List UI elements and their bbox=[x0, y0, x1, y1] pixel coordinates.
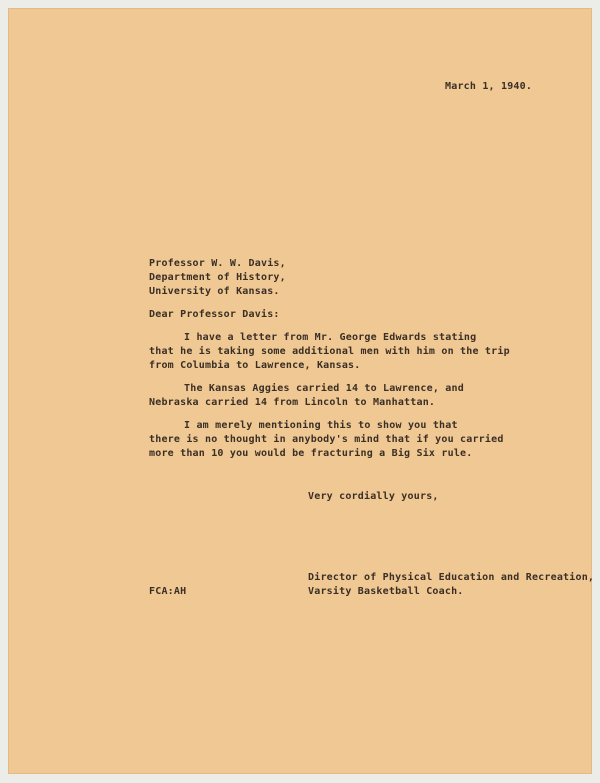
recipient-name: Professor W. W. Davis, bbox=[149, 258, 286, 269]
reference-initials: FCA:AH bbox=[149, 586, 187, 597]
recipient-department: Department of History, bbox=[149, 272, 286, 283]
signature-title-line-1: Director of Physical Education and Recreation, bbox=[308, 572, 595, 583]
letter-page bbox=[8, 8, 595, 774]
paragraph-1-line-2: that he is taking some additional men with him on the trip bbox=[149, 346, 510, 357]
paragraph-2-line-1: The Kansas Aggies carried 14 to Lawrence, and bbox=[184, 383, 464, 394]
paragraph-3-line-2: there is no thought in anybody's mind that if you carried bbox=[149, 434, 504, 445]
paragraph-3-line-1: I am merely mentioning this to show you that bbox=[184, 420, 458, 431]
paragraph-3-line-3: more than 10 you would be fracturing a Big Six rule. bbox=[149, 448, 473, 459]
recipient-institution: University of Kansas. bbox=[149, 286, 280, 297]
letter-date: March 1, 1940. bbox=[445, 81, 533, 92]
salutation: Dear Professor Davis: bbox=[149, 309, 280, 320]
paragraph-1-line-1: I have a letter from Mr. George Edwards stating bbox=[184, 332, 477, 343]
paragraph-2-line-2: Nebraska carried 14 from Lincoln to Manhattan. bbox=[149, 397, 436, 408]
closing: Very cordially yours, bbox=[308, 491, 439, 502]
paragraph-1-line-3: from Columbia to Lawrence, Kansas. bbox=[149, 360, 361, 371]
signature-title-line-2: Varsity Basketball Coach. bbox=[308, 586, 464, 597]
